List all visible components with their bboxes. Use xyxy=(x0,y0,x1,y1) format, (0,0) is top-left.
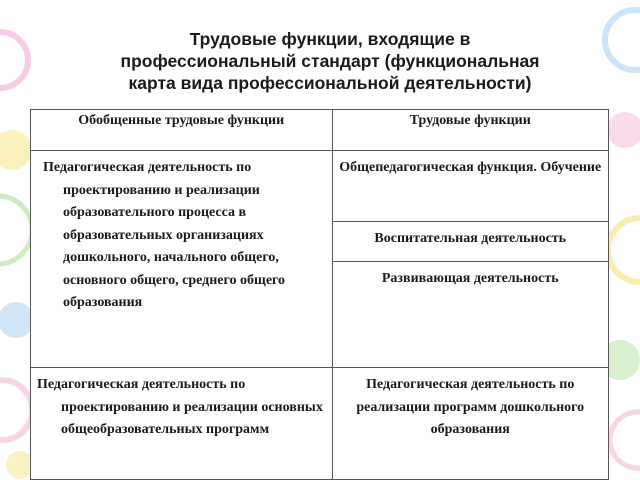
function-cell-developing: Развивающая деятельность xyxy=(332,262,609,368)
general-function-1-text: проектированию и реализации образовательного процесса в образовательных организациях дошкольного, начального общего, основного общего, среднего общего образования xyxy=(63,182,286,310)
table-row xyxy=(31,368,609,480)
table-header-row xyxy=(31,110,609,151)
general-function-cell-1 xyxy=(31,151,333,368)
functions-table xyxy=(30,109,609,480)
title-line-2: профессиональный стандарт (функциональная xyxy=(120,51,540,71)
table-row xyxy=(31,151,609,222)
function-cell-teaching: Общепедагогическая функция. Обучение xyxy=(332,151,609,222)
general-function-1-first-line: Педагогическая деятельность по xyxy=(43,160,252,175)
general-function-2-text: проектированию и реализации основных общеобразовательных программ xyxy=(61,399,323,437)
title-line-3: карта вида профессиональной деятельности) xyxy=(128,73,532,93)
header-functions: Трудовые функции xyxy=(332,110,609,151)
header-general-functions: Обобщенные трудовые функции xyxy=(31,110,333,151)
general-function-2-first-line: Педагогическая деятельность по xyxy=(37,377,246,392)
page-title xyxy=(60,28,600,94)
function-cell-upbringing: Воспитательная деятельность xyxy=(332,222,609,262)
general-function-cell-2 xyxy=(31,368,333,480)
title-line-1: Трудовые функции, входящие в xyxy=(189,29,471,49)
function-cell-preschool: Педагогическая деятельность по реализации программ дошкольного образования xyxy=(332,368,609,480)
